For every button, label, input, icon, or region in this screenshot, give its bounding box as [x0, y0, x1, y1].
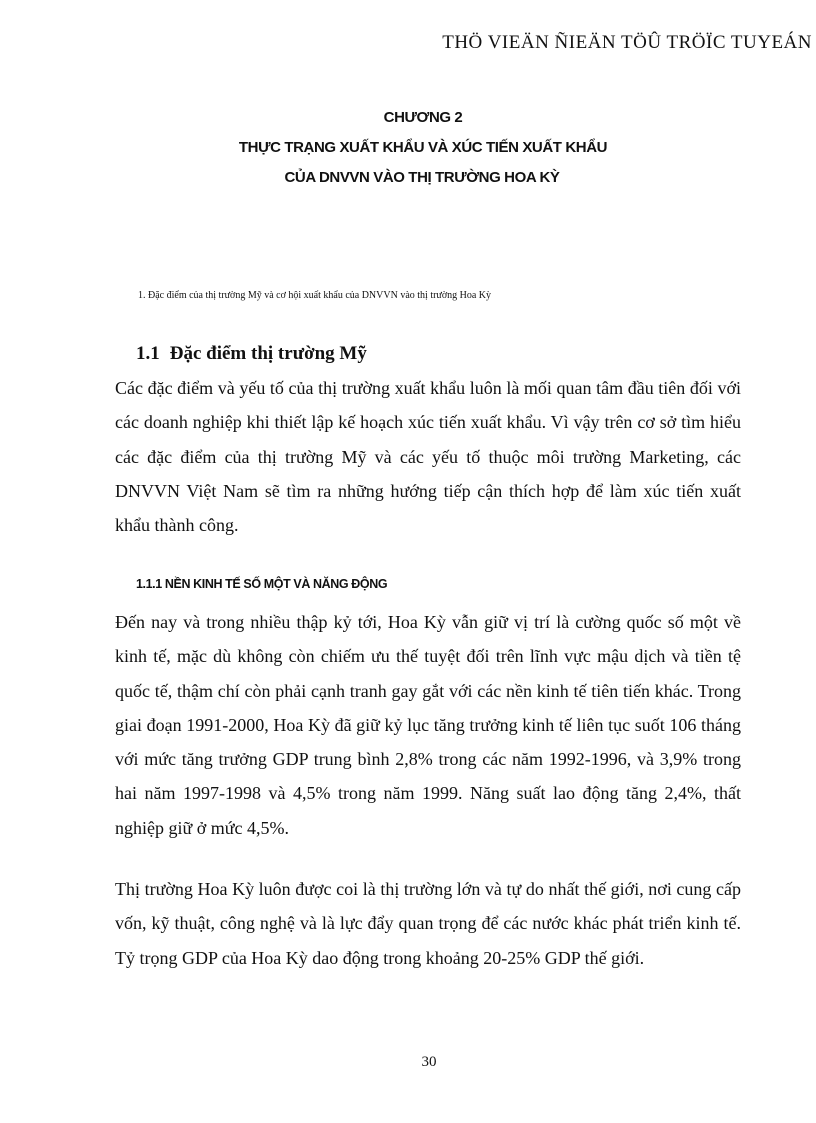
running-header: THÖ VIEÄN ÑIEÄN TÖÛ TRÖÏC TUYEÁN	[442, 32, 812, 53]
section-title: Đặc điểm thị trường Mỹ	[169, 343, 367, 364]
toc-entry: 1. Đặc điểm của thị trường Mỹ và cơ hội xuất khẩu của DNVVN vào thị trường Hoa Kỳ	[138, 290, 492, 301]
chapter-title-line-1: THỰC TRẠNG XUẤT KHẨU VÀ XÚC TIẾN XUẤT KHẨU	[238, 139, 608, 156]
section-1-1-paragraph: Các đặc điểm và yếu tố của thị trường xuất khẩu luôn là mối quan tâm đầu tiên đối với các doanh nghiệp khi thiết lập kế hoạch xúc tiến xuất khẩu. Vì vậy trên cơ sở tìm hiểu các đặc điểm của thị trường Mỹ và các yếu tố thuộc môi trường Marketing, các DNVVN Việt Nam sẽ tìm ra những hướng tiếp cận thích hợp để làm xúc tiến xuất khẩu thành công.	[115, 378, 741, 536]
section-1-1-1-paragraph-1: Đến nay và trong nhiều thập kỷ tới, Hoa Kỳ vẫn giữ vị trí là cường quốc số một về kinh tế, mặc dù không còn chiếm ưu thế tuyệt đối trên lĩnh vực mậu dịch và tiền tệ quốc tế, thậm chí còn phải cạnh tranh gay gắt với các nền kinh tế tiên tiến khác. Trong giai đoạn 1991-2000, Hoa Kỳ đã giữ kỷ lục tăng trưởng kinh tế liên tục suốt 106 tháng với mức tăng trưởng GDP trung bình 2,8% trong các năm 1992-1996, và 3,9% trong hai năm 1997-1998 và 4,5% trong năm 1999. Năng suất lao động tăng 2,4%, thất nghiệp giữ ở mức 4,5%.	[115, 612, 741, 838]
section-heading-1-1	[136, 343, 367, 365]
subsection-heading-1-1-1: 1.1.1 NỀN KINH TẾ SỐ MỘT VÀ NĂNG ĐỘNG	[136, 577, 388, 591]
chapter-number: CHƯƠNG 2	[383, 109, 463, 126]
section-1-1-1-paragraph-2: Thị trường Hoa Kỳ luôn được coi là thị trường lớn và tự do nhất thế giới, nơi cung cấp vốn, kỹ thuật, công nghệ và là lực đẩy quan trọng để các nước khác phát triển kinh tế. Tỷ trọng GDP của Hoa Kỳ dao động trong khoảng 20-25% GDP thế giới.	[115, 879, 741, 968]
page-number: 30	[421, 1054, 437, 1070]
chapter-title-line-2: CỦA DNVVN VÀO THỊ TRƯỜNG HOA KỲ	[284, 169, 560, 186]
section-number: 1.1	[136, 343, 160, 364]
chapter-heading	[0, 103, 816, 193]
